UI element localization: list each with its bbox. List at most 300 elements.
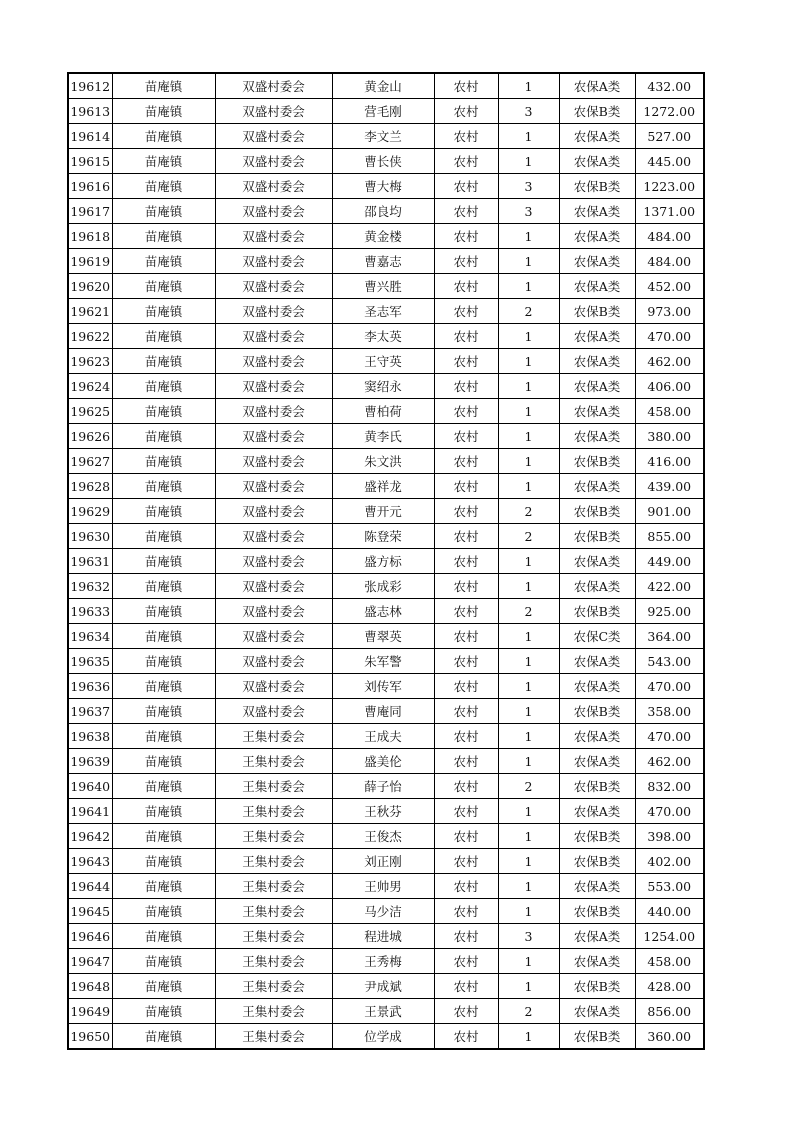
household-type-cell: 农村 — [434, 924, 498, 949]
insurance-category-cell: 农保B类 — [559, 499, 635, 524]
insurance-category-cell: 农保A类 — [559, 399, 635, 424]
household-type-cell: 农村 — [434, 474, 498, 499]
record-id-cell: 19625 — [68, 399, 112, 424]
record-id-cell: 19643 — [68, 849, 112, 874]
insurance-category-cell: 农保A类 — [559, 874, 635, 899]
name-cell: 邵良均 — [332, 199, 434, 224]
village-committee-cell: 双盛村委会 — [215, 699, 332, 724]
insurance-category-cell: 农保A类 — [559, 149, 635, 174]
village-committee-cell: 双盛村委会 — [215, 549, 332, 574]
household-type-cell: 农村 — [434, 73, 498, 99]
record-id-cell: 19640 — [68, 774, 112, 799]
town-cell: 苗庵镇 — [112, 73, 215, 99]
village-committee-cell: 双盛村委会 — [215, 224, 332, 249]
record-id-cell: 19641 — [68, 799, 112, 824]
household-type-cell: 农村 — [434, 774, 498, 799]
person-count-cell: 1 — [498, 624, 559, 649]
town-cell: 苗庵镇 — [112, 99, 215, 124]
amount-cell: 439.00 — [635, 474, 704, 499]
town-cell: 苗庵镇 — [112, 149, 215, 174]
amount-cell: 470.00 — [635, 724, 704, 749]
town-cell: 苗庵镇 — [112, 1024, 215, 1050]
insurance-category-cell: 农保A类 — [559, 549, 635, 574]
amount-cell: 1272.00 — [635, 99, 704, 124]
amount-cell: 543.00 — [635, 649, 704, 674]
record-id-cell: 19620 — [68, 274, 112, 299]
name-cell: 曹柏荷 — [332, 399, 434, 424]
record-id-cell: 19646 — [68, 924, 112, 949]
table-row — [68, 999, 704, 1024]
amount-cell: 380.00 — [635, 424, 704, 449]
village-committee-cell: 王集村委会 — [215, 949, 332, 974]
name-cell: 王景武 — [332, 999, 434, 1024]
town-cell: 苗庵镇 — [112, 899, 215, 924]
town-cell: 苗庵镇 — [112, 624, 215, 649]
household-type-cell: 农村 — [434, 874, 498, 899]
insurance-category-cell: 农保A类 — [559, 799, 635, 824]
table-row — [68, 724, 704, 749]
name-cell: 黄金山 — [332, 73, 434, 99]
village-committee-cell: 双盛村委会 — [215, 73, 332, 99]
record-id-cell: 19634 — [68, 624, 112, 649]
amount-cell: 470.00 — [635, 674, 704, 699]
village-committee-cell: 王集村委会 — [215, 899, 332, 924]
town-cell: 苗庵镇 — [112, 749, 215, 774]
person-count-cell: 1 — [498, 649, 559, 674]
insurance-category-cell: 农保A类 — [559, 424, 635, 449]
person-count-cell: 2 — [498, 299, 559, 324]
village-committee-cell: 双盛村委会 — [215, 649, 332, 674]
person-count-cell: 1 — [498, 799, 559, 824]
town-cell: 苗庵镇 — [112, 974, 215, 999]
table-row — [68, 599, 704, 624]
amount-cell: 428.00 — [635, 974, 704, 999]
town-cell: 苗庵镇 — [112, 349, 215, 374]
insurance-category-cell: 农保A类 — [559, 374, 635, 399]
person-count-cell: 2 — [498, 524, 559, 549]
amount-cell: 416.00 — [635, 449, 704, 474]
village-committee-cell: 双盛村委会 — [215, 249, 332, 274]
record-id-cell: 19628 — [68, 474, 112, 499]
record-id-cell: 19626 — [68, 424, 112, 449]
town-cell: 苗庵镇 — [112, 774, 215, 799]
insurance-category-cell: 农保C类 — [559, 624, 635, 649]
village-committee-cell: 双盛村委会 — [215, 149, 332, 174]
name-cell: 朱军警 — [332, 649, 434, 674]
town-cell: 苗庵镇 — [112, 874, 215, 899]
town-cell: 苗庵镇 — [112, 949, 215, 974]
household-type-cell: 农村 — [434, 624, 498, 649]
record-id-cell: 19635 — [68, 649, 112, 674]
name-cell: 曹嘉志 — [332, 249, 434, 274]
person-count-cell: 1 — [498, 474, 559, 499]
record-id-cell: 19613 — [68, 99, 112, 124]
household-type-cell: 农村 — [434, 274, 498, 299]
amount-cell: 1254.00 — [635, 924, 704, 949]
household-type-cell: 农村 — [434, 849, 498, 874]
household-type-cell: 农村 — [434, 299, 498, 324]
name-cell: 王俊杰 — [332, 824, 434, 849]
town-cell: 苗庵镇 — [112, 174, 215, 199]
name-cell: 黄金楼 — [332, 224, 434, 249]
name-cell: 尹成斌 — [332, 974, 434, 999]
village-committee-cell: 王集村委会 — [215, 974, 332, 999]
record-id-cell: 19624 — [68, 374, 112, 399]
record-id-cell: 19638 — [68, 724, 112, 749]
amount-cell: 358.00 — [635, 699, 704, 724]
village-committee-cell: 王集村委会 — [215, 724, 332, 749]
amount-cell: 445.00 — [635, 149, 704, 174]
record-id-cell: 19648 — [68, 974, 112, 999]
insurance-category-cell: 农保B类 — [559, 974, 635, 999]
amount-cell: 832.00 — [635, 774, 704, 799]
village-committee-cell: 双盛村委会 — [215, 124, 332, 149]
name-cell: 王帅男 — [332, 874, 434, 899]
town-cell: 苗庵镇 — [112, 799, 215, 824]
name-cell: 曹庵同 — [332, 699, 434, 724]
insurance-category-cell: 农保B类 — [559, 599, 635, 624]
record-id-cell: 19618 — [68, 224, 112, 249]
person-count-cell: 1 — [498, 974, 559, 999]
amount-cell: 432.00 — [635, 73, 704, 99]
insurance-category-cell: 农保B类 — [559, 174, 635, 199]
village-committee-cell: 王集村委会 — [215, 924, 332, 949]
table-row — [68, 374, 704, 399]
amount-cell: 422.00 — [635, 574, 704, 599]
village-committee-cell: 双盛村委会 — [215, 349, 332, 374]
household-type-cell: 农村 — [434, 224, 498, 249]
name-cell: 曹翠英 — [332, 624, 434, 649]
amount-cell: 402.00 — [635, 849, 704, 874]
town-cell: 苗庵镇 — [112, 249, 215, 274]
amount-cell: 470.00 — [635, 799, 704, 824]
household-type-cell: 农村 — [434, 149, 498, 174]
table-row — [68, 974, 704, 999]
table-row — [68, 674, 704, 699]
name-cell: 朱文洪 — [332, 449, 434, 474]
town-cell: 苗庵镇 — [112, 499, 215, 524]
table-row — [68, 824, 704, 849]
person-count-cell: 1 — [498, 674, 559, 699]
amount-cell: 440.00 — [635, 899, 704, 924]
amount-cell: 462.00 — [635, 749, 704, 774]
village-committee-cell: 王集村委会 — [215, 749, 332, 774]
village-committee-cell: 双盛村委会 — [215, 599, 332, 624]
village-committee-cell: 王集村委会 — [215, 999, 332, 1024]
person-count-cell: 1 — [498, 399, 559, 424]
amount-cell: 398.00 — [635, 824, 704, 849]
town-cell: 苗庵镇 — [112, 399, 215, 424]
household-type-cell: 农村 — [434, 699, 498, 724]
household-type-cell: 农村 — [434, 599, 498, 624]
insurance-category-cell: 农保A类 — [559, 224, 635, 249]
table-body — [68, 73, 704, 1049]
name-cell: 薛子怡 — [332, 774, 434, 799]
table-row — [68, 249, 704, 274]
amount-cell: 973.00 — [635, 299, 704, 324]
household-type-cell: 农村 — [434, 174, 498, 199]
name-cell: 张成彩 — [332, 574, 434, 599]
household-type-cell: 农村 — [434, 724, 498, 749]
record-id-cell: 19633 — [68, 599, 112, 624]
record-id-cell: 19615 — [68, 149, 112, 174]
household-type-cell: 农村 — [434, 549, 498, 574]
amount-cell: 1371.00 — [635, 199, 704, 224]
town-cell: 苗庵镇 — [112, 824, 215, 849]
household-type-cell: 农村 — [434, 974, 498, 999]
village-committee-cell: 王集村委会 — [215, 799, 332, 824]
person-count-cell: 1 — [498, 249, 559, 274]
amount-cell: 1223.00 — [635, 174, 704, 199]
table-row — [68, 924, 704, 949]
name-cell: 李太英 — [332, 324, 434, 349]
person-count-cell: 1 — [498, 124, 559, 149]
table-row — [68, 174, 704, 199]
amount-cell: 470.00 — [635, 324, 704, 349]
household-type-cell: 农村 — [434, 899, 498, 924]
person-count-cell: 1 — [498, 1024, 559, 1050]
table-row — [68, 299, 704, 324]
table-row — [68, 899, 704, 924]
amount-cell: 855.00 — [635, 524, 704, 549]
record-id-cell: 19632 — [68, 574, 112, 599]
village-committee-cell: 双盛村委会 — [215, 99, 332, 124]
insurance-category-cell: 农保A类 — [559, 274, 635, 299]
amount-cell: 925.00 — [635, 599, 704, 624]
insurance-category-cell: 农保A类 — [559, 924, 635, 949]
table-row — [68, 449, 704, 474]
household-type-cell: 农村 — [434, 999, 498, 1024]
insurance-category-cell: 农保A类 — [559, 324, 635, 349]
household-type-cell: 农村 — [434, 674, 498, 699]
insurance-category-cell: 农保A类 — [559, 949, 635, 974]
name-cell: 圣志军 — [332, 299, 434, 324]
table-row — [68, 549, 704, 574]
town-cell: 苗庵镇 — [112, 524, 215, 549]
town-cell: 苗庵镇 — [112, 924, 215, 949]
table-row — [68, 849, 704, 874]
person-count-cell: 3 — [498, 99, 559, 124]
table-row — [68, 349, 704, 374]
household-type-cell: 农村 — [434, 449, 498, 474]
name-cell: 程进城 — [332, 924, 434, 949]
amount-cell: 527.00 — [635, 124, 704, 149]
name-cell: 位学成 — [332, 1024, 434, 1050]
name-cell: 王守英 — [332, 349, 434, 374]
town-cell: 苗庵镇 — [112, 324, 215, 349]
name-cell: 王成夫 — [332, 724, 434, 749]
name-cell: 王秀梅 — [332, 949, 434, 974]
household-type-cell: 农村 — [434, 524, 498, 549]
village-committee-cell: 双盛村委会 — [215, 624, 332, 649]
village-committee-cell: 王集村委会 — [215, 849, 332, 874]
record-id-cell: 19637 — [68, 699, 112, 724]
amount-cell: 901.00 — [635, 499, 704, 524]
household-type-cell: 农村 — [434, 1024, 498, 1050]
insurance-category-cell: 农保B类 — [559, 899, 635, 924]
village-committee-cell: 双盛村委会 — [215, 399, 332, 424]
person-count-cell: 1 — [498, 949, 559, 974]
village-committee-cell: 双盛村委会 — [215, 324, 332, 349]
amount-cell: 856.00 — [635, 999, 704, 1024]
household-type-cell: 农村 — [434, 249, 498, 274]
record-id-cell: 19649 — [68, 999, 112, 1024]
name-cell: 李文兰 — [332, 124, 434, 149]
name-cell: 曹开元 — [332, 499, 434, 524]
amount-cell: 406.00 — [635, 374, 704, 399]
village-committee-cell: 双盛村委会 — [215, 174, 332, 199]
person-count-cell: 1 — [498, 449, 559, 474]
town-cell: 苗庵镇 — [112, 599, 215, 624]
table-row — [68, 499, 704, 524]
insurance-category-cell: 农保A类 — [559, 199, 635, 224]
household-type-cell: 农村 — [434, 349, 498, 374]
village-committee-cell: 双盛村委会 — [215, 574, 332, 599]
insurance-category-cell: 农保B类 — [559, 299, 635, 324]
name-cell: 曹兴胜 — [332, 274, 434, 299]
household-type-cell: 农村 — [434, 499, 498, 524]
amount-cell: 458.00 — [635, 399, 704, 424]
table-row — [68, 324, 704, 349]
person-count-cell: 2 — [498, 499, 559, 524]
person-count-cell: 1 — [498, 749, 559, 774]
person-count-cell: 1 — [498, 549, 559, 574]
record-id-cell: 19639 — [68, 749, 112, 774]
person-count-cell: 1 — [498, 849, 559, 874]
person-count-cell: 1 — [498, 224, 559, 249]
household-type-cell: 农村 — [434, 199, 498, 224]
insurance-category-cell: 农保A类 — [559, 674, 635, 699]
amount-cell: 449.00 — [635, 549, 704, 574]
table-row — [68, 799, 704, 824]
town-cell: 苗庵镇 — [112, 124, 215, 149]
person-count-cell: 3 — [498, 174, 559, 199]
town-cell: 苗庵镇 — [112, 849, 215, 874]
record-id-cell: 19623 — [68, 349, 112, 374]
household-type-cell: 农村 — [434, 799, 498, 824]
person-count-cell: 1 — [498, 374, 559, 399]
record-id-cell: 19614 — [68, 124, 112, 149]
insurance-category-cell: 农保B类 — [559, 824, 635, 849]
name-cell: 盛美伦 — [332, 749, 434, 774]
town-cell: 苗庵镇 — [112, 574, 215, 599]
town-cell: 苗庵镇 — [112, 199, 215, 224]
town-cell: 苗庵镇 — [112, 374, 215, 399]
town-cell: 苗庵镇 — [112, 724, 215, 749]
record-id-cell: 19645 — [68, 899, 112, 924]
insurance-category-cell: 农保B类 — [559, 449, 635, 474]
table-row — [68, 624, 704, 649]
amount-cell: 452.00 — [635, 274, 704, 299]
household-type-cell: 农村 — [434, 399, 498, 424]
table-row — [68, 874, 704, 899]
amount-cell: 484.00 — [635, 249, 704, 274]
household-type-cell: 农村 — [434, 749, 498, 774]
name-cell: 窦绍永 — [332, 374, 434, 399]
insurance-category-cell: 农保A类 — [559, 474, 635, 499]
name-cell: 曹长侠 — [332, 149, 434, 174]
town-cell: 苗庵镇 — [112, 999, 215, 1024]
person-count-cell: 1 — [498, 349, 559, 374]
insurance-category-cell: 农保A类 — [559, 574, 635, 599]
household-type-cell: 农村 — [434, 949, 498, 974]
insurance-category-cell: 农保B类 — [559, 699, 635, 724]
household-type-cell: 农村 — [434, 374, 498, 399]
village-committee-cell: 双盛村委会 — [215, 449, 332, 474]
person-count-cell: 1 — [498, 699, 559, 724]
insurance-category-cell: 农保A类 — [559, 249, 635, 274]
household-type-cell: 农村 — [434, 99, 498, 124]
table-row — [68, 224, 704, 249]
amount-cell: 462.00 — [635, 349, 704, 374]
insurance-category-cell: 农保B类 — [559, 1024, 635, 1050]
town-cell: 苗庵镇 — [112, 549, 215, 574]
table-row — [68, 149, 704, 174]
town-cell: 苗庵镇 — [112, 224, 215, 249]
insurance-category-cell: 农保A类 — [559, 749, 635, 774]
record-id-cell: 19616 — [68, 174, 112, 199]
person-count-cell: 1 — [498, 73, 559, 99]
village-committee-cell: 双盛村委会 — [215, 424, 332, 449]
insurance-category-cell: 农保A类 — [559, 349, 635, 374]
record-id-cell: 19631 — [68, 549, 112, 574]
town-cell: 苗庵镇 — [112, 674, 215, 699]
household-type-cell: 农村 — [434, 574, 498, 599]
record-id-cell: 19629 — [68, 499, 112, 524]
table-row — [68, 399, 704, 424]
person-count-cell: 1 — [498, 149, 559, 174]
record-id-cell: 19650 — [68, 1024, 112, 1050]
town-cell: 苗庵镇 — [112, 474, 215, 499]
household-type-cell: 农村 — [434, 824, 498, 849]
insurance-category-cell: 农保A类 — [559, 73, 635, 99]
person-count-cell: 2 — [498, 999, 559, 1024]
person-count-cell: 1 — [498, 324, 559, 349]
person-count-cell: 1 — [498, 824, 559, 849]
name-cell: 刘正刚 — [332, 849, 434, 874]
table-row — [68, 649, 704, 674]
table-row — [68, 274, 704, 299]
amount-cell: 484.00 — [635, 224, 704, 249]
table-row — [68, 949, 704, 974]
name-cell: 王秋芬 — [332, 799, 434, 824]
insurance-category-cell: 农保A类 — [559, 124, 635, 149]
insurance-category-cell: 农保B类 — [559, 774, 635, 799]
amount-cell: 458.00 — [635, 949, 704, 974]
name-cell: 营毛刚 — [332, 99, 434, 124]
name-cell: 黄李氏 — [332, 424, 434, 449]
village-committee-cell: 王集村委会 — [215, 824, 332, 849]
person-count-cell: 1 — [498, 899, 559, 924]
table-row — [68, 524, 704, 549]
village-committee-cell: 王集村委会 — [215, 1024, 332, 1050]
table-row — [68, 699, 704, 724]
insurance-category-cell: 农保B类 — [559, 99, 635, 124]
record-id-cell: 19630 — [68, 524, 112, 549]
village-committee-cell: 双盛村委会 — [215, 374, 332, 399]
person-count-cell: 1 — [498, 874, 559, 899]
record-id-cell: 19647 — [68, 949, 112, 974]
town-cell: 苗庵镇 — [112, 649, 215, 674]
insurance-category-cell: 农保B类 — [559, 849, 635, 874]
household-type-cell: 农村 — [434, 424, 498, 449]
record-id-cell: 19644 — [68, 874, 112, 899]
household-type-cell: 农村 — [434, 649, 498, 674]
village-committee-cell: 双盛村委会 — [215, 274, 332, 299]
record-id-cell: 19612 — [68, 73, 112, 99]
beneficiary-table — [67, 72, 705, 1050]
amount-cell: 553.00 — [635, 874, 704, 899]
